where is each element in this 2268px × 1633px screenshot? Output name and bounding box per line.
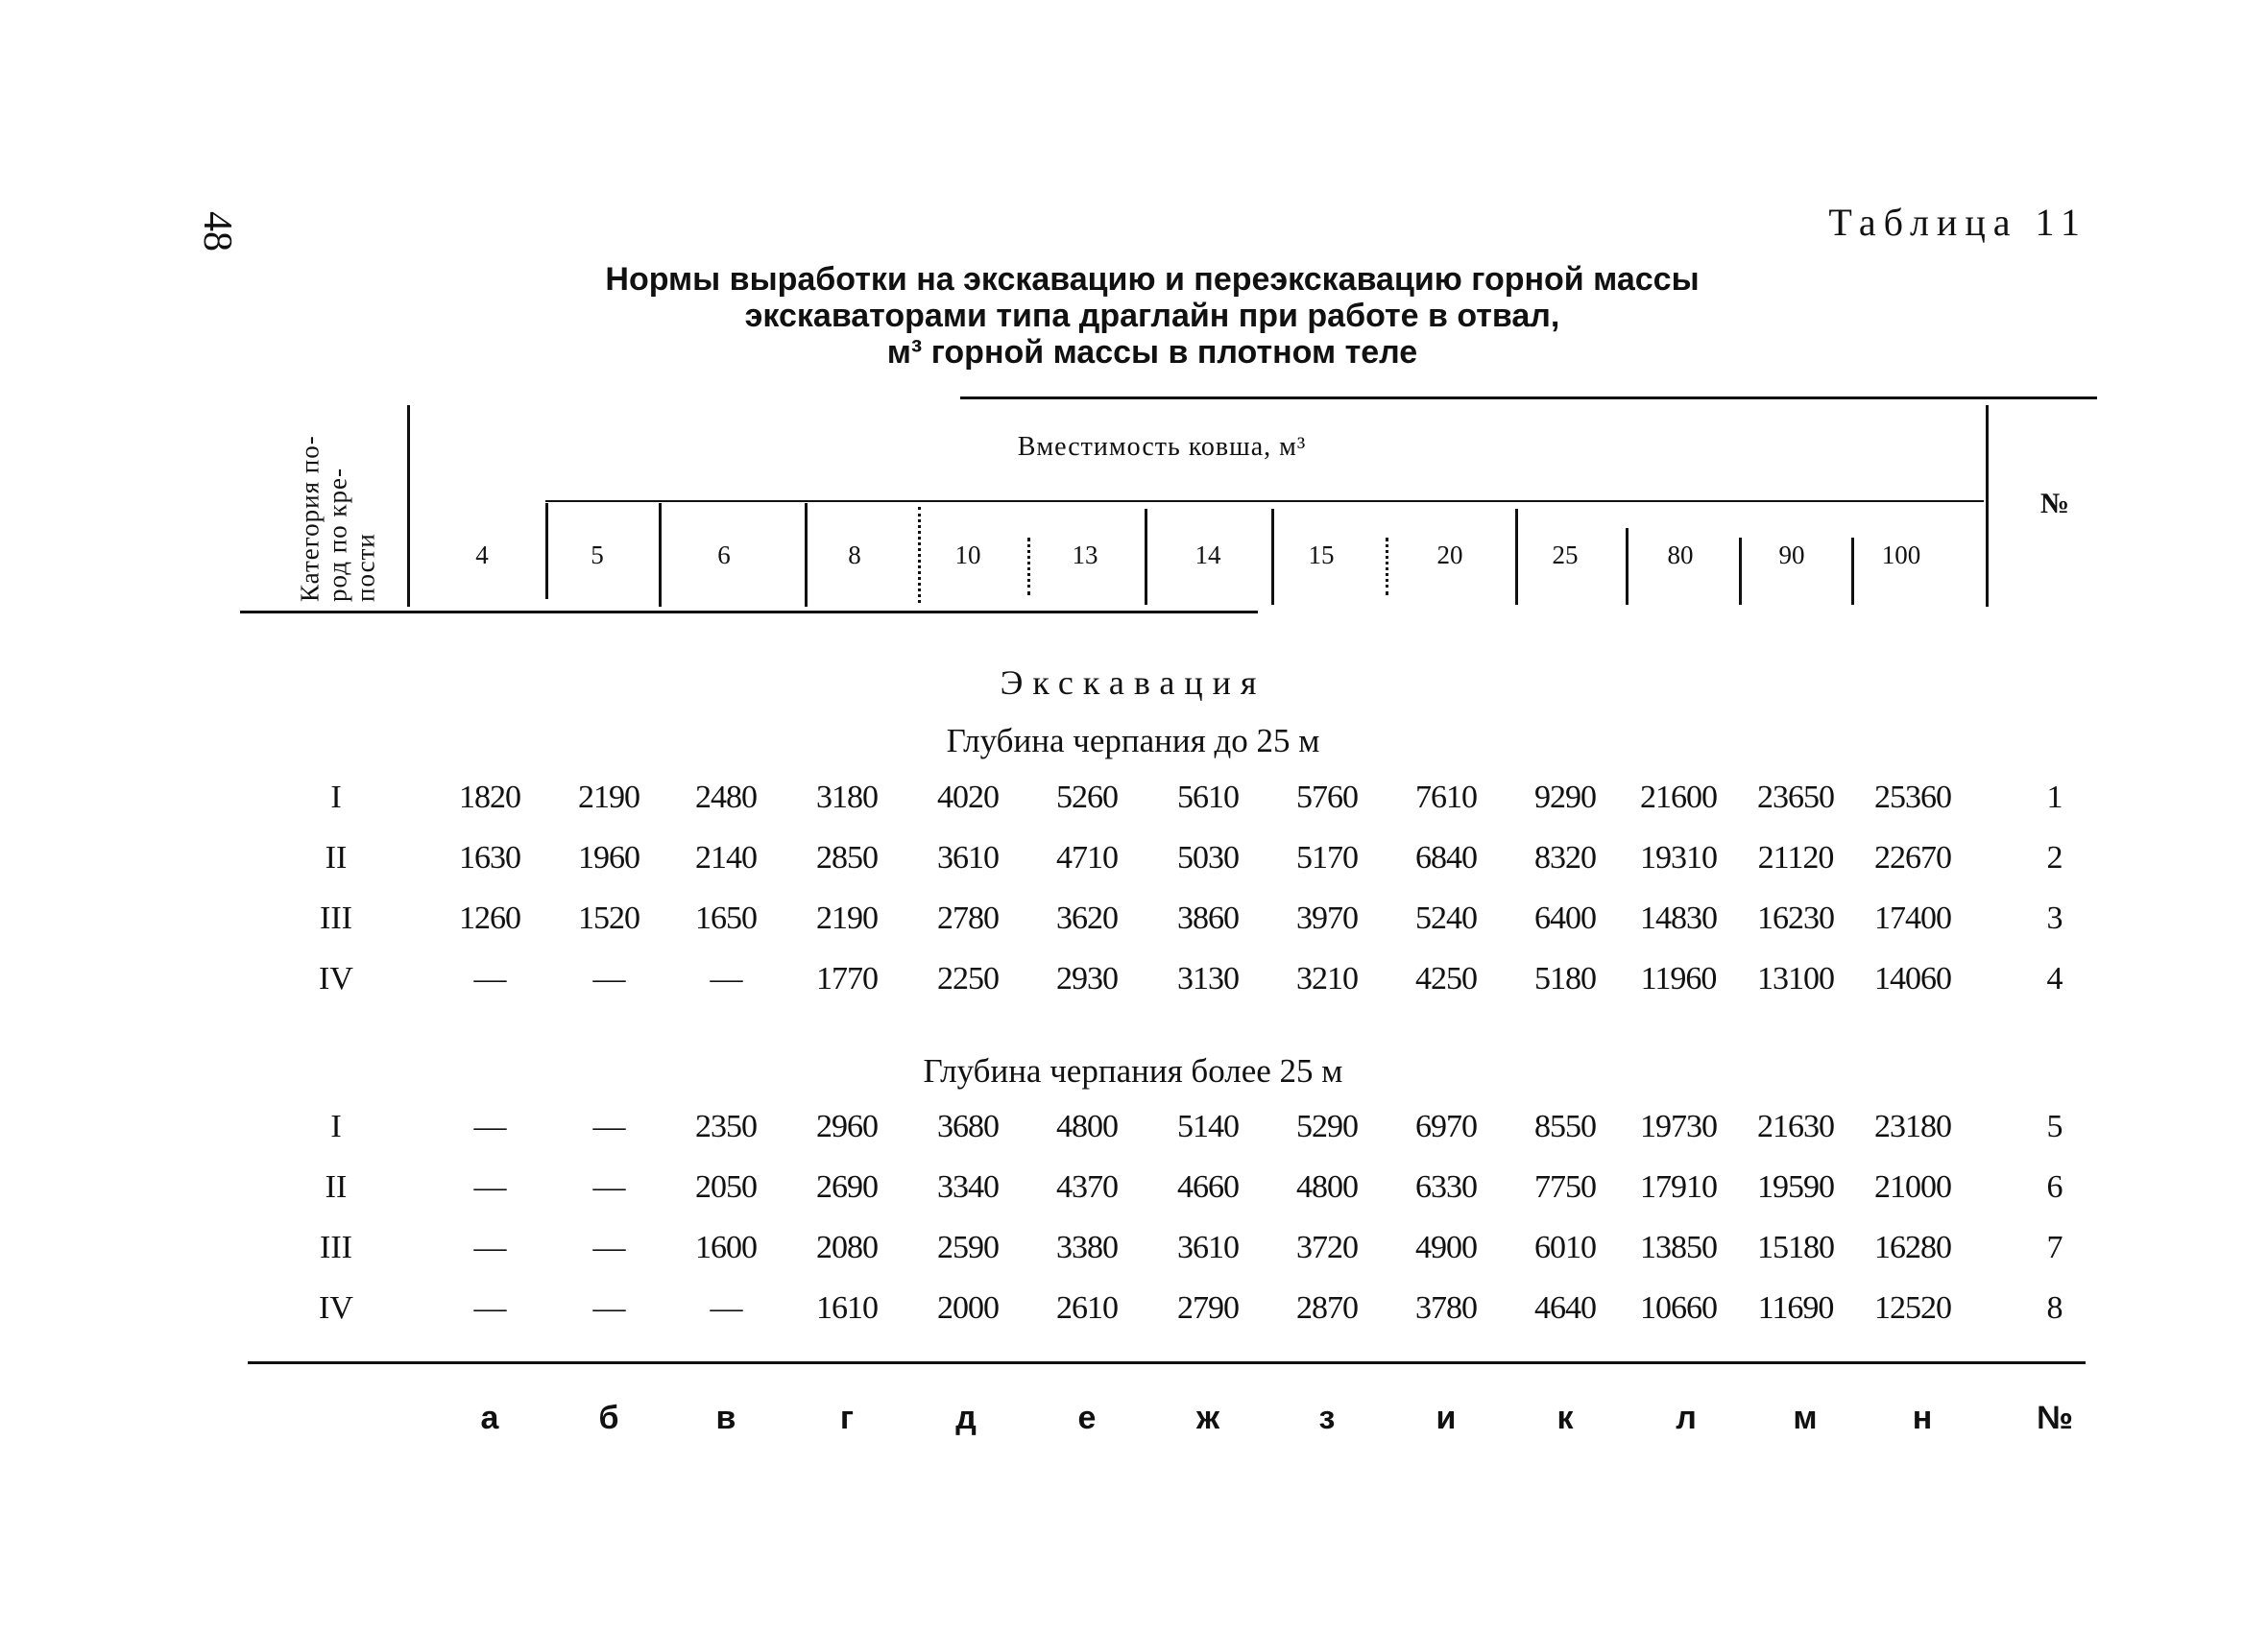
capacity-header: 4 <box>475 540 489 569</box>
table-cell: 1520 <box>578 901 639 936</box>
table-cell: 2140 <box>695 840 757 876</box>
table-row <box>0 1230 2268 1278</box>
row-number: 7 <box>2046 1230 2063 1265</box>
table-row <box>0 1290 2268 1338</box>
header-divider <box>918 507 921 603</box>
table-cell: 17400 <box>1874 901 1951 936</box>
table-row <box>0 1169 2268 1217</box>
table-cell: — <box>592 1230 625 1265</box>
table-title-line-3: м³ горной массы в плотном теле <box>886 334 1418 371</box>
table-cell: 1650 <box>695 901 757 936</box>
column-letter: в <box>715 1400 736 1436</box>
capacity-header: 15 <box>1308 540 1335 569</box>
row-category: III <box>320 1230 352 1265</box>
table-cell: 4710 <box>1056 840 1118 876</box>
table-cell: 19590 <box>1757 1169 1834 1205</box>
header-top-rule <box>960 396 2097 399</box>
table-cell: 23650 <box>1757 780 1834 815</box>
table-cell: 5180 <box>1534 961 1596 997</box>
table-cell: 3680 <box>937 1109 999 1144</box>
row-number: 4 <box>2046 961 2063 997</box>
header-divider <box>1986 405 1989 607</box>
table-cell: 4370 <box>1056 1169 1118 1205</box>
header-divider <box>1515 509 1518 605</box>
column-letter: ж <box>1195 1400 1220 1436</box>
group-subtitle: Глубина черпания более 25 м <box>923 1052 1343 1090</box>
table-cell: 11960 <box>1640 961 1717 997</box>
table-cell: 2790 <box>1177 1290 1239 1326</box>
column-letter: м <box>1793 1400 1818 1436</box>
table-cell: 10660 <box>1640 1290 1717 1326</box>
table-row <box>0 840 2268 888</box>
column-letter: л <box>1676 1400 1697 1436</box>
table-cell: 5610 <box>1177 780 1239 815</box>
table-cell: 2690 <box>816 1169 878 1205</box>
table-row <box>0 901 2268 949</box>
table-cell: 15180 <box>1757 1230 1834 1265</box>
table-cell: 1770 <box>816 961 878 997</box>
row-category: IV <box>319 961 353 997</box>
table-cell: 2190 <box>578 780 639 815</box>
table-cell: 14830 <box>1640 901 1717 936</box>
table-cell: 16280 <box>1874 1230 1951 1265</box>
table-cell: 19310 <box>1640 840 1717 876</box>
capacity-header: 8 <box>848 540 861 569</box>
table-cell: 3970 <box>1296 901 1358 936</box>
table-cell: 3860 <box>1177 901 1239 936</box>
column-letter: и <box>1436 1400 1457 1436</box>
table-cell: — <box>592 1290 625 1326</box>
table-cell: 2250 <box>937 961 999 997</box>
table-cell: 6010 <box>1534 1230 1596 1265</box>
table-cell: 3720 <box>1296 1230 1358 1265</box>
table-cell: 3380 <box>1056 1230 1118 1265</box>
table-cell: 1820 <box>459 780 520 815</box>
table-bottom-rule <box>248 1361 2086 1364</box>
table-cell: 11690 <box>1757 1290 1834 1326</box>
table-cell: — <box>592 961 625 997</box>
table-cell: 2930 <box>1056 961 1118 997</box>
table-cell: 17910 <box>1640 1169 1717 1205</box>
table-cell: 3610 <box>1177 1230 1239 1265</box>
table-cell: — <box>473 1169 506 1205</box>
table-cell: 6330 <box>1415 1169 1477 1205</box>
table-cell: 7750 <box>1534 1169 1596 1205</box>
capacity-header: 14 <box>1194 540 1221 569</box>
header-divider <box>805 503 808 607</box>
table-cell: — <box>473 1290 506 1326</box>
header-divider <box>1027 538 1030 595</box>
table-cell: 6400 <box>1534 901 1596 936</box>
row-category: IV <box>319 1290 353 1326</box>
table-cell: 6970 <box>1415 1109 1477 1144</box>
table-cell: 4900 <box>1415 1230 1477 1265</box>
row-category: I <box>330 1109 342 1144</box>
table-cell: 3210 <box>1296 961 1358 997</box>
table-cell: 5760 <box>1296 780 1358 815</box>
table-row <box>0 1109 2268 1157</box>
header-divider <box>545 503 548 599</box>
table-cell: 1960 <box>578 840 639 876</box>
column-letter: к <box>1556 1400 1574 1436</box>
page-number: 48 <box>195 211 239 252</box>
row-category: II <box>325 1169 348 1205</box>
column-letter: г <box>839 1400 855 1436</box>
row-number: 3 <box>2046 901 2063 936</box>
table-cell: 16230 <box>1757 901 1834 936</box>
table-cell: 3610 <box>937 840 999 876</box>
capacity-header: 6 <box>717 540 731 569</box>
table-cell: 21120 <box>1757 840 1834 876</box>
table-cell: 1600 <box>695 1230 757 1265</box>
table-cell: 5260 <box>1056 780 1118 815</box>
column-letter: д <box>955 1400 977 1436</box>
capacity-header: 90 <box>1778 540 1805 569</box>
column-letter: н <box>1912 1400 1933 1436</box>
capacity-header: 100 <box>1881 540 1921 569</box>
table-cell: 2480 <box>695 780 757 815</box>
header-divider <box>407 405 410 607</box>
table-cell: 2850 <box>816 840 878 876</box>
table-cell: 12520 <box>1874 1290 1951 1326</box>
table-cell: — <box>710 1290 742 1326</box>
table-cell: 22670 <box>1874 840 1951 876</box>
column-letter: з <box>1318 1400 1336 1436</box>
table-cell: 2590 <box>937 1230 999 1265</box>
table-cell: 2350 <box>695 1109 757 1144</box>
table-cell: 5170 <box>1296 840 1358 876</box>
capacity-header: 20 <box>1436 540 1463 569</box>
table-cell: — <box>473 1109 506 1144</box>
table-cell: 4020 <box>937 780 999 815</box>
row-number: 8 <box>2046 1290 2063 1326</box>
header-divider <box>1739 538 1742 605</box>
table-cell: 21630 <box>1757 1109 1834 1144</box>
table-cell: 5290 <box>1296 1109 1358 1144</box>
table-cell: 2050 <box>695 1169 757 1205</box>
table-cell: 4800 <box>1056 1109 1118 1144</box>
row-number: 6 <box>2046 1169 2063 1205</box>
table-cell: 5030 <box>1177 840 1239 876</box>
table-cell: 4660 <box>1177 1169 1239 1205</box>
table-cell: 2190 <box>816 901 878 936</box>
capacity-header: 25 <box>1552 540 1579 569</box>
table-cell: 13100 <box>1757 961 1834 997</box>
table-cell: 5140 <box>1177 1109 1239 1144</box>
table-label: Таблица 11 <box>1828 201 2087 244</box>
table-cell: 2960 <box>816 1109 878 1144</box>
column-letter: е <box>1077 1400 1097 1436</box>
table-cell: 2080 <box>816 1230 878 1265</box>
header-divider <box>1386 538 1388 595</box>
table-cell: 6840 <box>1415 840 1477 876</box>
capacity-header: 80 <box>1667 540 1694 569</box>
group-subtitle: Глубина черпания до 25 м <box>946 722 1320 759</box>
column-letter: а <box>480 1400 499 1436</box>
column-letter-number: № <box>2037 1400 2073 1436</box>
table-cell: 19730 <box>1640 1109 1717 1144</box>
table-cell: 4250 <box>1415 961 1477 997</box>
capacity-header: 13 <box>1072 540 1098 569</box>
header-divider <box>1851 538 1854 605</box>
header-mid-rule <box>545 500 1984 502</box>
table-cell: 2870 <box>1296 1290 1358 1326</box>
header-bottom-rule <box>240 611 1258 613</box>
header-divider <box>659 503 662 607</box>
table-cell: 4800 <box>1296 1169 1358 1205</box>
table-row <box>0 780 2268 828</box>
table-cell: 21000 <box>1874 1169 1951 1205</box>
table-cell: 1260 <box>459 901 520 936</box>
table-row <box>0 961 2268 1009</box>
table-cell: 14060 <box>1874 961 1951 997</box>
table-cell: 8550 <box>1534 1109 1596 1144</box>
table-cell: — <box>473 1230 506 1265</box>
table-cell: 7610 <box>1415 780 1477 815</box>
column-letter: б <box>598 1400 619 1436</box>
table-cell: 3780 <box>1415 1290 1477 1326</box>
table-cell: 9290 <box>1534 780 1596 815</box>
row-category: I <box>330 780 342 815</box>
bucket-capacity-header: Вместимость ковша, м³ <box>1017 432 1307 462</box>
table-cell: 21600 <box>1640 780 1717 815</box>
number-column-header: № <box>2039 488 2070 519</box>
table-cell: 2610 <box>1056 1290 1118 1326</box>
header-divider <box>1626 528 1629 605</box>
table-cell: 3130 <box>1177 961 1239 997</box>
capacity-header: 10 <box>954 540 981 569</box>
row-number: 5 <box>2046 1109 2063 1144</box>
row-category: III <box>320 901 352 936</box>
table-cell: 1630 <box>459 840 520 876</box>
table-cell: — <box>473 961 506 997</box>
table-cell: 2780 <box>937 901 999 936</box>
row-category: II <box>325 840 348 876</box>
row-number: 2 <box>2046 840 2063 876</box>
category-header-text: Категория по-род по кре-пости <box>295 435 380 602</box>
table-cell: — <box>592 1169 625 1205</box>
table-cell: 2000 <box>937 1290 999 1326</box>
table-cell: — <box>710 961 742 997</box>
table-cell: 3180 <box>816 780 878 815</box>
table-cell: 1610 <box>816 1290 878 1326</box>
header-divider <box>1271 509 1274 605</box>
table-cell: 5240 <box>1415 901 1477 936</box>
table-cell: 8320 <box>1534 840 1596 876</box>
capacity-header: 5 <box>591 540 604 569</box>
table-cell: 3620 <box>1056 901 1118 936</box>
table-title-line-1: Нормы выработки на экскавацию и переэкскавацию горной массы <box>605 261 1700 298</box>
table-cell: — <box>592 1109 625 1144</box>
section-title: Экскавация <box>1000 663 1267 702</box>
category-column-header <box>280 405 396 607</box>
table-cell: 25360 <box>1874 780 1951 815</box>
row-number: 1 <box>2046 780 2063 815</box>
table-cell: 3340 <box>937 1169 999 1205</box>
header-divider <box>1145 509 1147 605</box>
table-cell: 23180 <box>1874 1109 1951 1144</box>
table-title-line-2: экскаваторами типа драглайн при работе в отвал, <box>744 298 1560 334</box>
table-cell: 4640 <box>1534 1290 1596 1326</box>
table-cell: 13850 <box>1640 1230 1717 1265</box>
